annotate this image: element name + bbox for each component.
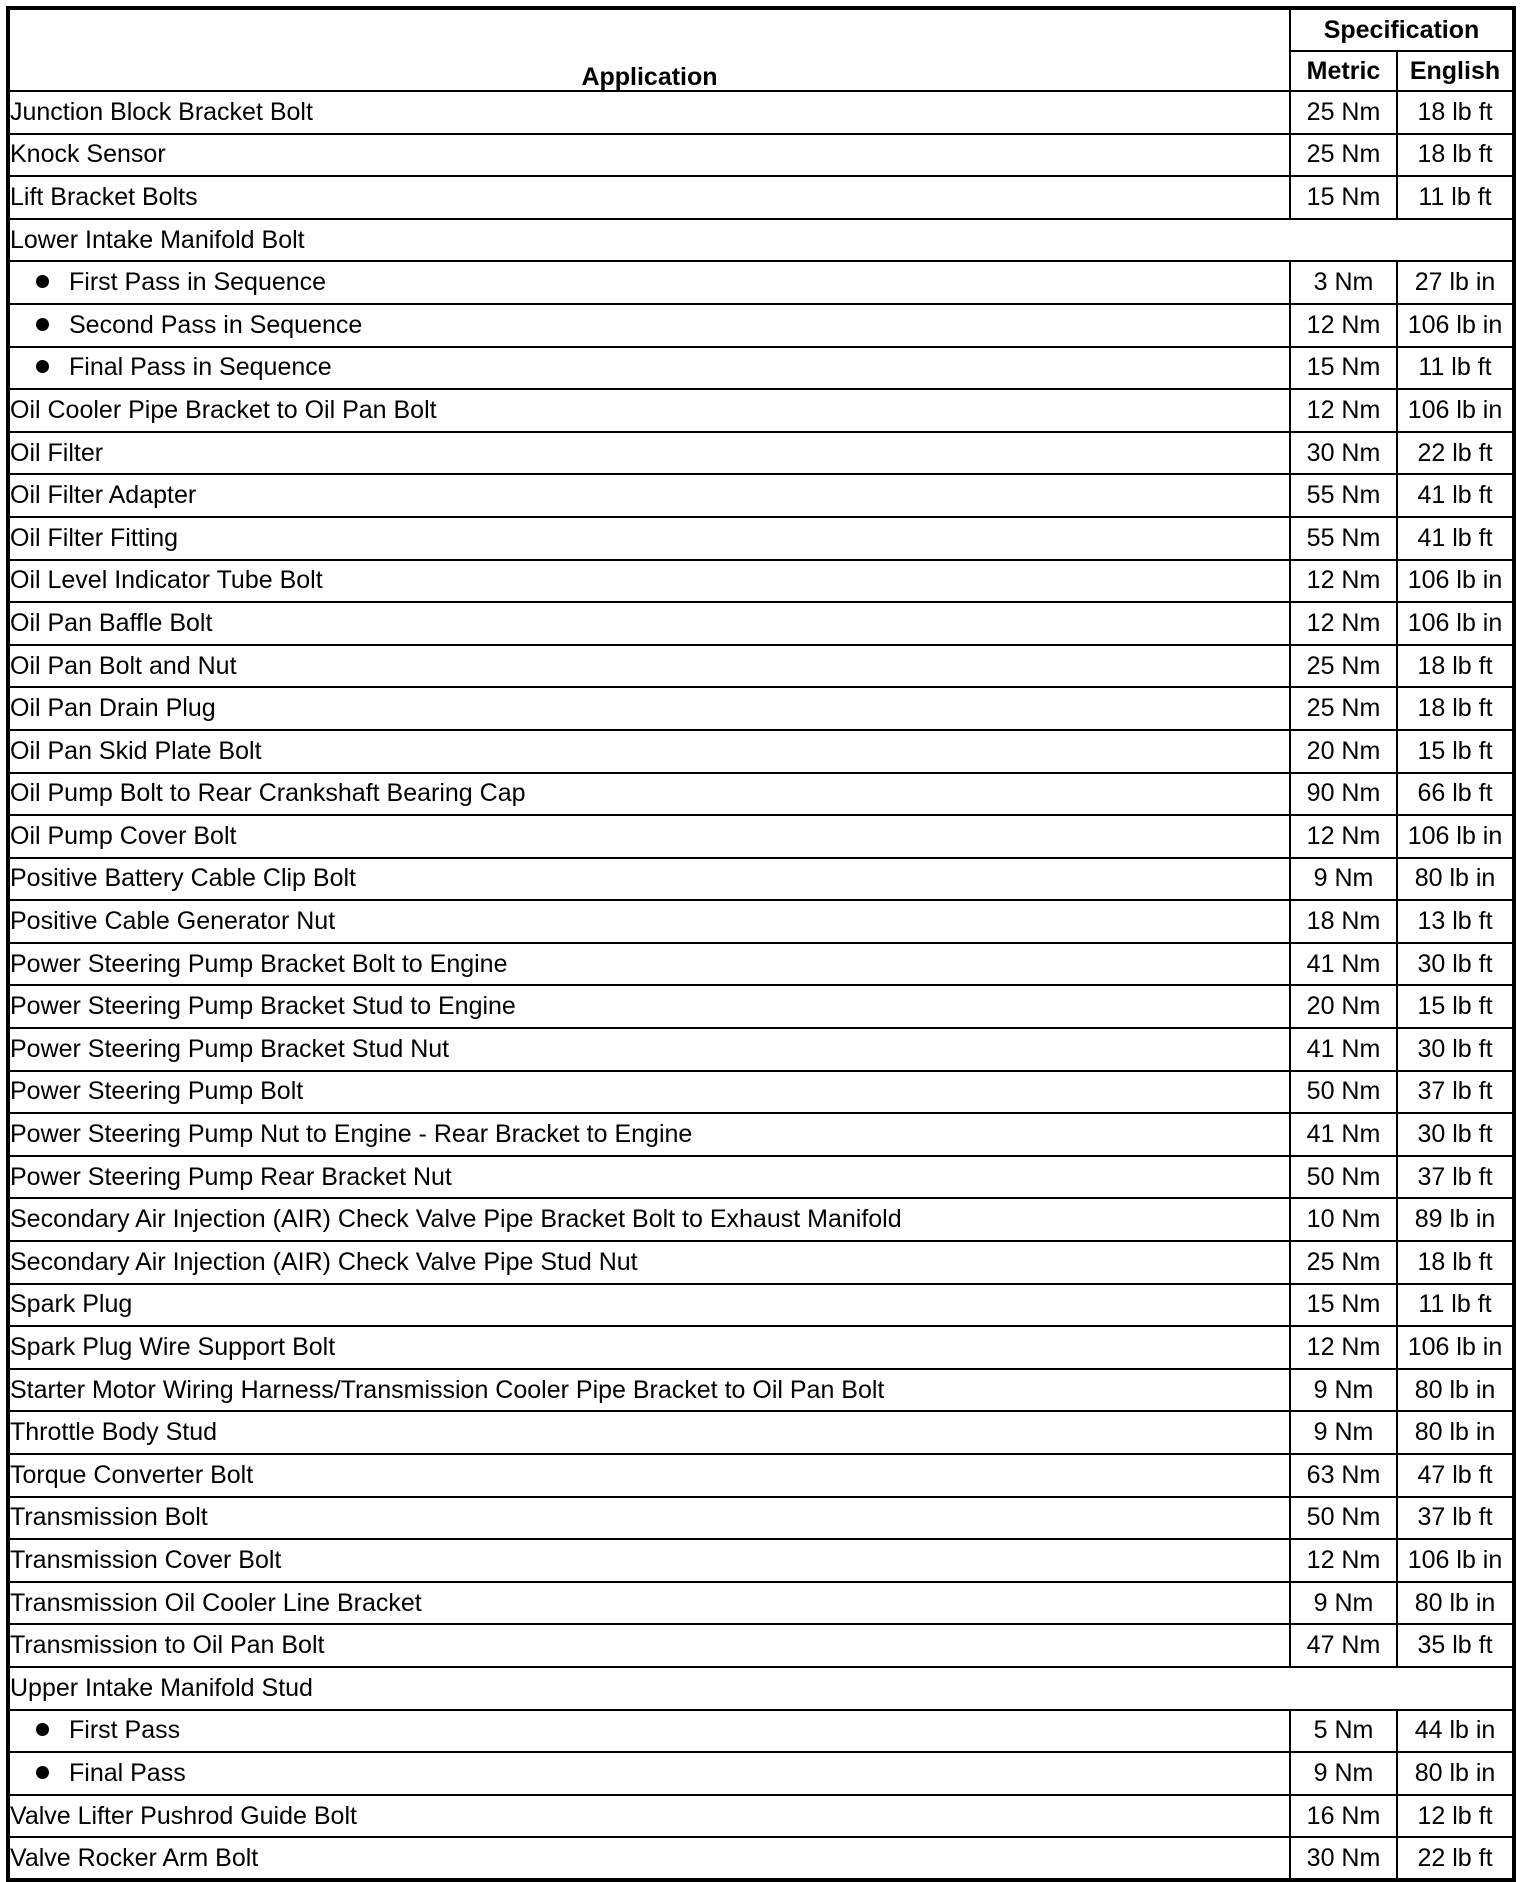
english-cell: 18 lb ft [1397, 1241, 1514, 1284]
table-body [8, 91, 1514, 1880]
english-cell: 35 lb ft [1397, 1624, 1514, 1667]
application-cell [8, 1539, 1290, 1582]
metric-cell: 12 Nm [1290, 304, 1397, 347]
application-cell [8, 1752, 1290, 1795]
english-cell: 18 lb ft [1397, 134, 1514, 177]
application-cell [8, 858, 1290, 901]
application-cell [8, 1198, 1290, 1241]
english-cell: 106 lb in [1397, 560, 1514, 603]
application-cell [8, 1369, 1290, 1412]
table-row [8, 1071, 1514, 1114]
application-cell [8, 773, 1290, 816]
application-label: Lower Intake Manifold Bolt [10, 225, 305, 254]
application-cell [8, 1667, 1514, 1710]
table-row [8, 985, 1514, 1028]
application-label: Secondary Air Injection (AIR) Check Valve Pipe Stud Nut [10, 1247, 638, 1276]
application-label: Positive Cable Generator Nut [10, 907, 336, 936]
table-row [8, 1369, 1514, 1412]
table-row [8, 1795, 1514, 1838]
table-row [8, 1497, 1514, 1540]
application-label: Power Steering Pump Nut to Engine - Rear Bracket to Engine [10, 1120, 693, 1149]
english-cell: 44 lb in [1397, 1710, 1514, 1753]
table-row [8, 1837, 1514, 1880]
application-label: Final Pass [69, 1758, 186, 1787]
english-cell: 12 lb ft [1397, 1795, 1514, 1838]
application-cell [8, 1071, 1290, 1114]
application-label: Power Steering Pump Bracket Stud to Engine [10, 992, 516, 1021]
english-cell: 80 lb in [1397, 1582, 1514, 1625]
application-cell [8, 219, 1514, 262]
table-row [8, 1156, 1514, 1199]
application-label: Oil Filter Adapter [10, 481, 197, 510]
application-label: Oil Pump Cover Bolt [10, 821, 237, 850]
metric-cell: 9 Nm [1290, 1411, 1397, 1454]
table-row [8, 1539, 1514, 1582]
application-cell [8, 517, 1290, 560]
table-row [8, 1710, 1514, 1753]
metric-cell: 25 Nm [1290, 134, 1397, 177]
table-header [8, 8, 1514, 91]
metric-cell: 20 Nm [1290, 730, 1397, 773]
application-label: Secondary Air Injection (AIR) Check Valve Pipe Bracket Bolt to Exhaust Manifold [10, 1205, 902, 1234]
english-cell: 106 lb in [1397, 815, 1514, 858]
metric-cell: 15 Nm [1290, 1284, 1397, 1327]
table-row [8, 1241, 1514, 1284]
english-cell: 41 lb ft [1397, 517, 1514, 560]
application-cell [8, 943, 1290, 986]
english-cell: 80 lb in [1397, 858, 1514, 901]
application-label: Knock Sensor [10, 140, 166, 169]
application-cell [8, 432, 1290, 475]
table-row [8, 389, 1514, 432]
bullet-icon [36, 1723, 49, 1736]
application-label: Oil Pan Drain Plug [10, 694, 216, 723]
english-cell: 66 lb ft [1397, 773, 1514, 816]
table-row [8, 943, 1514, 986]
application-label: Oil Pan Skid Plate Bolt [10, 736, 262, 765]
application-label: First Pass [69, 1716, 181, 1745]
english-cell: 80 lb in [1397, 1752, 1514, 1795]
application-cell [8, 1326, 1290, 1369]
application-label: Oil Level Indicator Tube Bolt [10, 566, 323, 595]
table-row [8, 645, 1514, 688]
english-cell: 37 lb ft [1397, 1156, 1514, 1199]
metric-cell: 63 Nm [1290, 1454, 1397, 1497]
table-row [8, 815, 1514, 858]
bullet-icon [36, 1766, 49, 1779]
application-label: Oil Pan Baffle Bolt [10, 608, 213, 637]
metric-cell: 20 Nm [1290, 985, 1397, 1028]
metric-cell: 10 Nm [1290, 1198, 1397, 1241]
table-row [8, 91, 1514, 134]
application-cell [8, 602, 1290, 645]
metric-cell: 16 Nm [1290, 1795, 1397, 1838]
application-label: Power Steering Pump Bolt [10, 1077, 304, 1106]
application-label: Spark Plug [10, 1290, 133, 1319]
english-cell: 30 lb ft [1397, 1028, 1514, 1071]
torque-spec-table [6, 6, 1516, 1882]
metric-cell: 12 Nm [1290, 602, 1397, 645]
application-cell [8, 1113, 1290, 1156]
english-cell: 11 lb ft [1397, 1284, 1514, 1327]
metric-cell: 41 Nm [1290, 943, 1397, 986]
english-cell: 80 lb in [1397, 1369, 1514, 1412]
english-cell: 27 lb in [1397, 261, 1514, 304]
table-row [8, 1454, 1514, 1497]
application-label: Transmission Cover Bolt [10, 1545, 282, 1574]
table-row [8, 602, 1514, 645]
english-cell: 18 lb ft [1397, 645, 1514, 688]
metric-cell: 15 Nm [1290, 176, 1397, 219]
metric-cell: 30 Nm [1290, 432, 1397, 475]
english-cell: 30 lb ft [1397, 1113, 1514, 1156]
application-label: Power Steering Pump Bracket Stud Nut [10, 1034, 450, 1063]
application-label: Lift Bracket Bolts [10, 182, 198, 211]
application-cell [8, 815, 1290, 858]
table-row [8, 474, 1514, 517]
table-row [8, 134, 1514, 177]
table-row [8, 261, 1514, 304]
bullet-icon [36, 318, 49, 331]
application-label: Throttle Body Stud [10, 1418, 218, 1447]
english-cell: 106 lb in [1397, 602, 1514, 645]
table-row [8, 730, 1514, 773]
metric-cell: 50 Nm [1290, 1497, 1397, 1540]
table-row [8, 1411, 1514, 1454]
application-cell [8, 1624, 1290, 1667]
english-cell: 15 lb ft [1397, 730, 1514, 773]
application-cell [8, 1454, 1290, 1497]
table-group-row [8, 1667, 1514, 1710]
application-label: Oil Pan Bolt and Nut [10, 651, 237, 680]
english-cell: 22 lb ft [1397, 1837, 1514, 1880]
application-label: First Pass in Sequence [69, 268, 327, 297]
application-label: Torque Converter Bolt [10, 1460, 254, 1489]
metric-cell: 3 Nm [1290, 261, 1397, 304]
table-row [8, 1582, 1514, 1625]
metric-cell: 50 Nm [1290, 1071, 1397, 1114]
application-label: Starter Motor Wiring Harness/Transmission Cooler Pipe Bracket to Oil Pan Bolt [10, 1375, 885, 1404]
application-cell [8, 261, 1290, 304]
application-label: Transmission to Oil Pan Bolt [10, 1631, 325, 1660]
application-cell [8, 1837, 1290, 1880]
application-label: Final Pass in Sequence [69, 353, 332, 382]
table-row [8, 304, 1514, 347]
metric-cell: 12 Nm [1290, 815, 1397, 858]
table-row [8, 1326, 1514, 1369]
application-cell [8, 389, 1290, 432]
table-row [8, 432, 1514, 475]
english-cell: 41 lb ft [1397, 474, 1514, 517]
metric-cell: 12 Nm [1290, 389, 1397, 432]
english-cell: 80 lb in [1397, 1411, 1514, 1454]
english-cell: 106 lb in [1397, 1539, 1514, 1582]
metric-cell: 47 Nm [1290, 1624, 1397, 1667]
metric-column-header: Metric [1290, 51, 1397, 91]
application-cell [8, 91, 1290, 134]
english-cell: 47 lb ft [1397, 1454, 1514, 1497]
application-label: Power Steering Pump Rear Bracket Nut [10, 1162, 452, 1191]
english-cell: 11 lb ft [1397, 176, 1514, 219]
metric-cell: 55 Nm [1290, 517, 1397, 560]
application-cell [8, 474, 1290, 517]
table-row [8, 176, 1514, 219]
application-cell [8, 176, 1290, 219]
application-label: Positive Battery Cable Clip Bolt [10, 864, 356, 893]
english-cell: 106 lb in [1397, 1326, 1514, 1369]
application-cell [8, 645, 1290, 688]
application-column-header: Application [8, 8, 1290, 91]
metric-cell: 9 Nm [1290, 858, 1397, 901]
application-cell [8, 1411, 1290, 1454]
table-row [8, 560, 1514, 603]
english-cell: 37 lb ft [1397, 1071, 1514, 1114]
application-cell [8, 1284, 1290, 1327]
application-label: Spark Plug Wire Support Bolt [10, 1333, 336, 1362]
metric-cell: 9 Nm [1290, 1369, 1397, 1412]
english-cell: 18 lb ft [1397, 91, 1514, 134]
english-cell: 22 lb ft [1397, 432, 1514, 475]
application-label: Oil Filter Fitting [10, 523, 179, 552]
metric-cell: 55 Nm [1290, 474, 1397, 517]
application-cell [8, 730, 1290, 773]
application-cell [8, 1710, 1290, 1753]
application-label: Transmission Oil Cooler Line Bracket [10, 1588, 422, 1617]
application-label: Oil Pump Bolt to Rear Crankshaft Bearing Cap [10, 779, 526, 808]
application-cell [8, 1582, 1290, 1625]
table-row [8, 1113, 1514, 1156]
metric-cell: 25 Nm [1290, 645, 1397, 688]
application-label: Oil Cooler Pipe Bracket to Oil Pan Bolt [10, 395, 437, 424]
metric-cell: 25 Nm [1290, 1241, 1397, 1284]
application-cell [8, 1795, 1290, 1838]
application-label: Junction Block Bracket Bolt [10, 97, 313, 126]
table-row [8, 1284, 1514, 1327]
table-row [8, 1028, 1514, 1071]
table-row [8, 517, 1514, 560]
application-cell [8, 560, 1290, 603]
metric-cell: 15 Nm [1290, 347, 1397, 390]
application-cell [8, 1028, 1290, 1071]
english-cell: 15 lb ft [1397, 985, 1514, 1028]
english-cell: 106 lb in [1397, 304, 1514, 347]
application-label: Upper Intake Manifold Stud [10, 1673, 313, 1702]
english-cell: 30 lb ft [1397, 943, 1514, 986]
metric-cell: 50 Nm [1290, 1156, 1397, 1199]
metric-cell: 5 Nm [1290, 1710, 1397, 1753]
metric-cell: 30 Nm [1290, 1837, 1397, 1880]
metric-cell: 90 Nm [1290, 773, 1397, 816]
application-label: Power Steering Pump Bracket Bolt to Engine [10, 949, 508, 978]
table-row [8, 1198, 1514, 1241]
metric-cell: 25 Nm [1290, 91, 1397, 134]
table-row [8, 347, 1514, 390]
application-label: Valve Rocker Arm Bolt [10, 1843, 259, 1872]
application-cell [8, 1241, 1290, 1284]
table-row [8, 900, 1514, 943]
table-group-row [8, 219, 1514, 262]
application-cell [8, 1156, 1290, 1199]
application-label: Transmission Bolt [10, 1503, 208, 1532]
metric-cell: 18 Nm [1290, 900, 1397, 943]
english-cell: 13 lb ft [1397, 900, 1514, 943]
application-cell [8, 985, 1290, 1028]
english-cell: 11 lb ft [1397, 347, 1514, 390]
metric-cell: 9 Nm [1290, 1582, 1397, 1625]
metric-cell: 12 Nm [1290, 1539, 1397, 1582]
application-label: Oil Filter [10, 438, 104, 467]
table-row [8, 687, 1514, 730]
application-label: Second Pass in Sequence [69, 310, 363, 339]
bullet-icon [36, 360, 49, 373]
english-cell: 37 lb ft [1397, 1497, 1514, 1540]
english-cell: 89 lb in [1397, 1198, 1514, 1241]
application-cell [8, 900, 1290, 943]
metric-cell: 41 Nm [1290, 1113, 1397, 1156]
application-cell [8, 134, 1290, 177]
english-cell: 106 lb in [1397, 389, 1514, 432]
application-cell [8, 347, 1290, 390]
metric-cell: 41 Nm [1290, 1028, 1397, 1071]
bullet-icon [36, 275, 49, 288]
english-cell: 18 lb ft [1397, 687, 1514, 730]
metric-cell: 12 Nm [1290, 1326, 1397, 1369]
metric-cell: 12 Nm [1290, 560, 1397, 603]
table-row [8, 773, 1514, 816]
english-column-header: English [1397, 51, 1514, 91]
table-row [8, 858, 1514, 901]
specification-column-header: Specification [1290, 8, 1514, 51]
application-cell [8, 687, 1290, 730]
table-row [8, 1624, 1514, 1667]
application-cell [8, 304, 1290, 347]
application-cell [8, 1497, 1290, 1540]
application-label: Valve Lifter Pushrod Guide Bolt [10, 1801, 357, 1830]
metric-cell: 25 Nm [1290, 687, 1397, 730]
table-row [8, 1752, 1514, 1795]
metric-cell: 9 Nm [1290, 1752, 1397, 1795]
